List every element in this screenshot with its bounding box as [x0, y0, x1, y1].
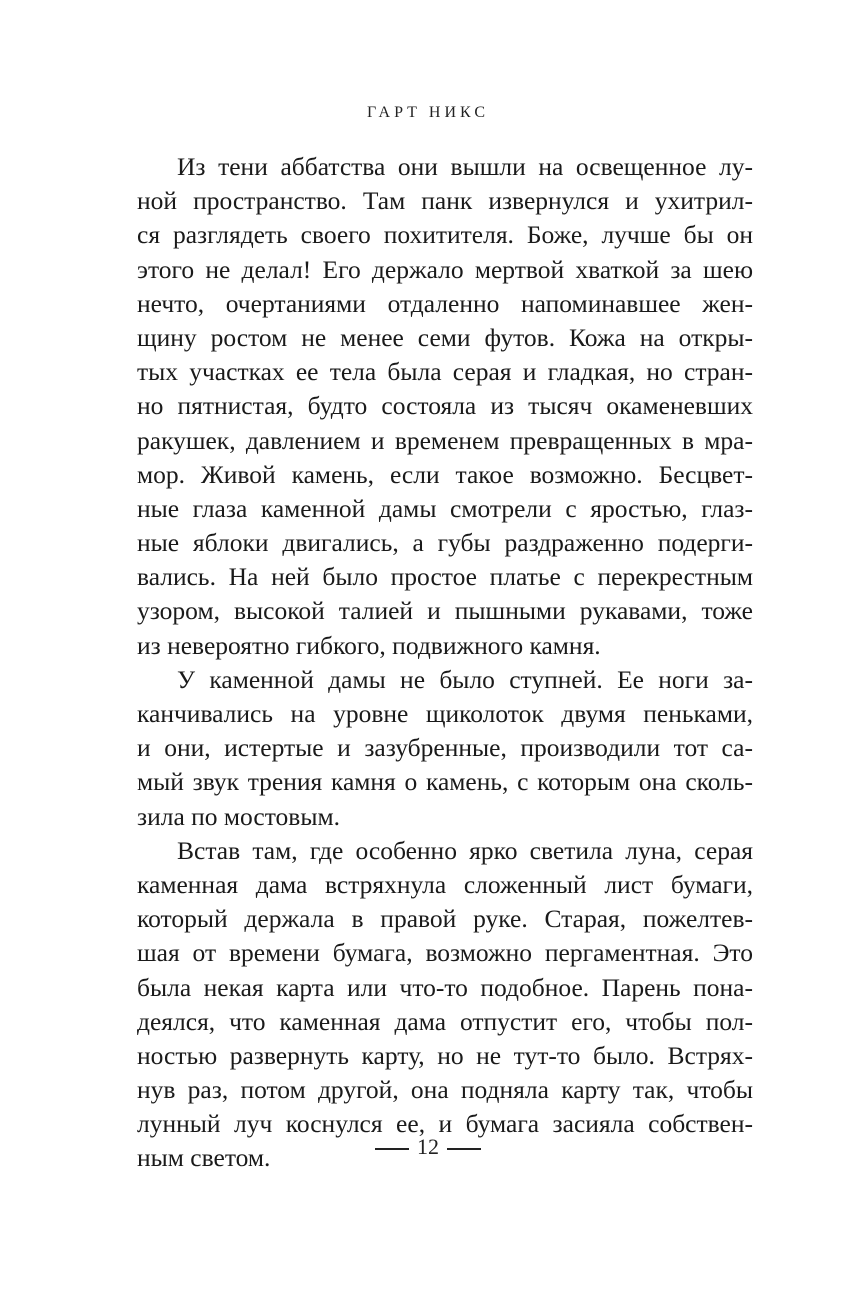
text-line: каменная дама встряхнула сложенный лист бумаги,: [137, 869, 753, 899]
text-line: лунный луч коснулся ее, и бумага засияла собствен-: [137, 1109, 753, 1139]
text-line: была некая карта или что-то подобное. Парень пона-: [137, 972, 753, 1002]
text-line: ракушек, давлением и временем превращенных в мра-: [137, 425, 753, 455]
text-line: который держала в правой руке. Старая, пожелтев-: [137, 904, 753, 934]
text-line: из невероятно гибкого, подвижного камня.: [137, 630, 601, 660]
text-line: ностью развернуть карту, но не тут-то было. Встрях-: [137, 1040, 753, 1070]
text-line: ные глаза каменной дамы смотрели с яростью, глаз-: [137, 493, 753, 523]
text-line: канчивались на уровне щиколоток двумя пеньками,: [137, 699, 753, 728]
body-text: [137, 150, 753, 1176]
page-number: [0, 1134, 856, 1160]
text-line: мор. Живой камень, если такое возможно. Бесцвет-: [137, 459, 753, 489]
text-line: вались. На ней было простое платье с перекрестным: [137, 562, 753, 592]
text-line: и они, истертые и зазубренные, производили тот са-: [137, 733, 753, 763]
text-line: щину ростом не менее семи футов. Кожа на откры-: [137, 322, 753, 352]
right-dash: [447, 1148, 481, 1150]
text-line: нечто, очертаниями отдаленно напоминавшее жен-: [137, 288, 753, 318]
text-line: но пятнистая, будто состояла из тысяч окаменевших: [137, 391, 753, 421]
text-line: ся разглядеть своего похитителя. Боже, лучше бы он: [137, 220, 753, 250]
text-line: Встав там, где особенно ярко светила луна, серая: [177, 835, 753, 865]
text-line: зила по мостовым.: [137, 801, 340, 831]
running-head: ГАРТ НИКС: [367, 104, 489, 121]
text-line: этого не делал! Его держало мертвой хваткой за шею: [137, 254, 753, 284]
text-line: Из тени аббатства они вышли на освещенное лу-: [177, 152, 753, 181]
left-dash: [375, 1148, 409, 1150]
text-line: мый звук трения камня о камень, с которым она сколь-: [137, 767, 753, 797]
text-line: нув раз, потом другой, она подняла карту так, чтобы: [137, 1075, 753, 1105]
text-line: узором, высокой талией и пышными рукавами, тоже: [137, 596, 753, 626]
text-line: ным светом.: [137, 1143, 271, 1173]
text-line: ные яблоки двигались, а губы раздраженно подерги-: [137, 528, 753, 558]
text-line: шая от времени бумага, возможно пергаментная. Это: [137, 938, 753, 968]
text-line: деялся, что каменная дама отпустит его, чтобы пол-: [137, 1006, 753, 1036]
text-line: У каменной дамы не было ступней. Ее ноги за-: [177, 664, 753, 694]
page-number-text: 12: [417, 1134, 439, 1159]
text-line: ной пространство. Там панк извернулся и ухитрил-: [137, 186, 753, 216]
text-line: тых участках ее тела была серая и гладкая, но стран-: [137, 357, 753, 387]
